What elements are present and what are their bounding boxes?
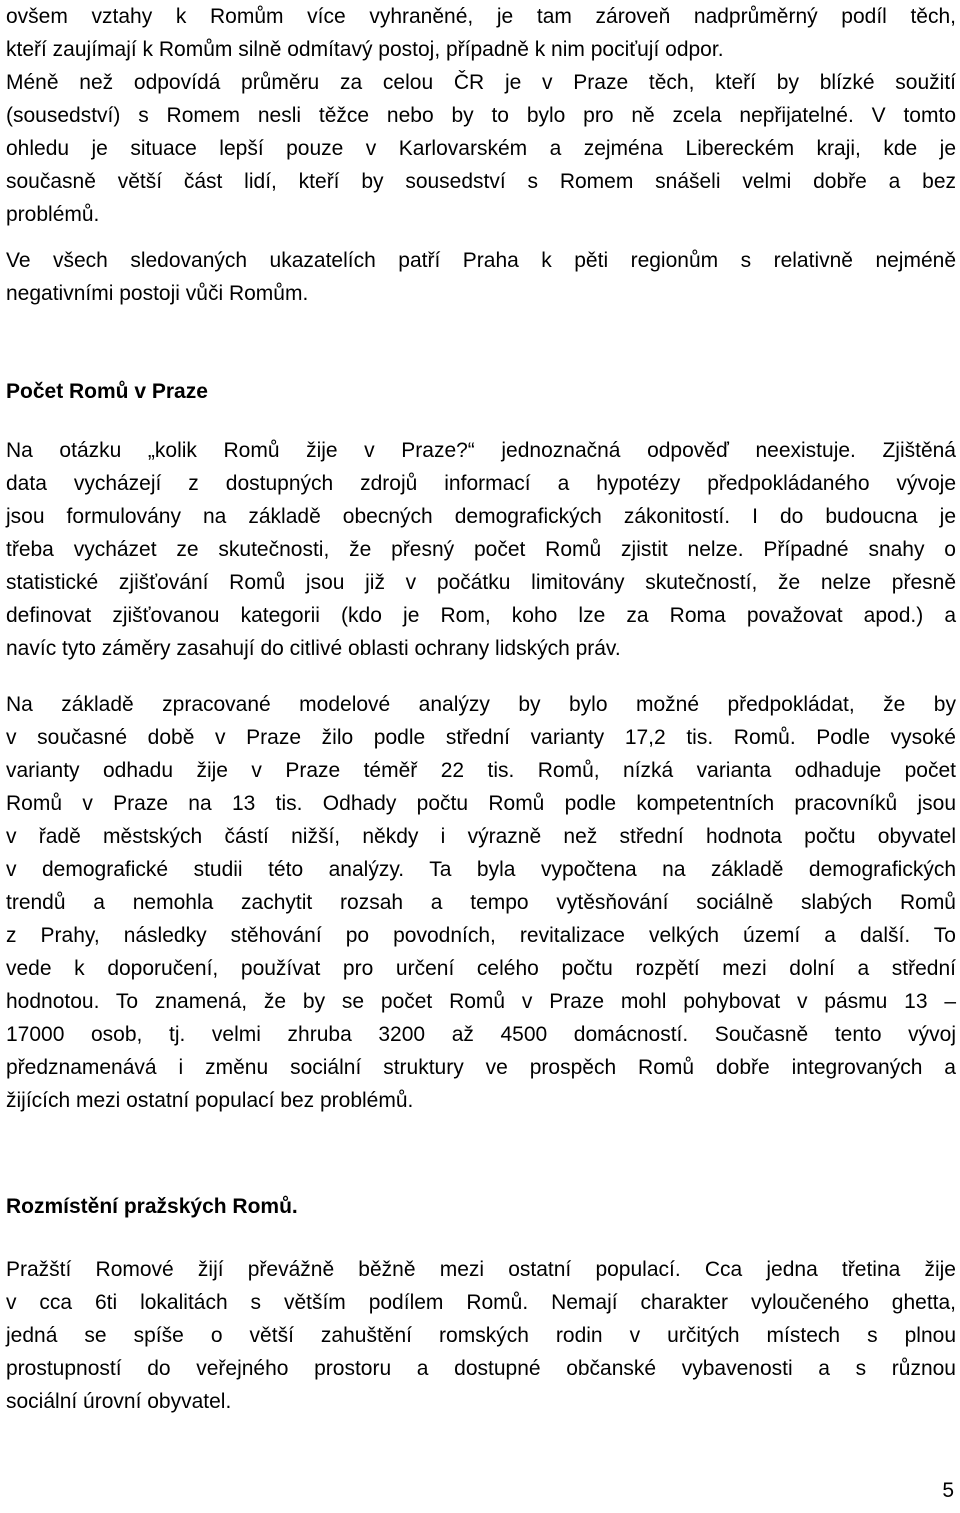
text-line: negativními postoji vůči Romům.	[6, 282, 309, 305]
text-line: 17000 osob, tj. velmi zhruba 3200 až 4500 domácností. Současně tento vývoj	[6, 1023, 956, 1046]
paragraph-3	[6, 434, 956, 665]
text-line: v cca 6ti lokalitách s větším podílem Romů. Nemají charakter vyloučeného ghetta,	[6, 1291, 956, 1314]
text-line: předznamenává i změnu sociální struktury ve prospěch Romů dobře integrovaných a	[6, 1056, 956, 1079]
text-line: Pražští Romové žijí převážně běžně mezi ostatní populací. Cca jedna třetina žije	[6, 1258, 956, 1281]
paragraph-4	[6, 688, 956, 1117]
text-line: navíc tyto záměry zasahují do citlivé oblasti ochrany lidských práv.	[6, 637, 621, 660]
text-line: jsou formulovány na základě obecných demografických zákonitostí. I do budoucna je	[6, 505, 956, 528]
text-line: sociální úrovní obyvatel.	[6, 1390, 232, 1413]
text-line: v demografické studii této analýzy. Ta byla vypočtena na základě demografických	[6, 858, 956, 881]
text-line: (sousedství) s Romem nesli těžce nebo by to bylo pro ně zcela nepřijatelné. V tomto	[6, 104, 956, 127]
text-line: třeba vycházet ze skutečnosti, že přesný počet Romů zjistit nelze. Případné snahy o	[6, 538, 956, 561]
text-line: data vycházejí z dostupných zdrojů informací a hypotézy předpokládaného vývoje	[6, 472, 956, 495]
text-line: v řadě městských částí nižší, někdy i výrazně než střední hodnota počtu obyvatel	[6, 825, 956, 848]
text-line: hodnotou. To znamená, že by se počet Romů v Praze mohl pohybovat v pásmu 13 –	[6, 990, 956, 1013]
text-line: žijících mezi ostatní populací bez problémů.	[6, 1089, 414, 1112]
text-line: v současné době v Praze žilo podle střední varianty 17,2 tis. Romů. Podle vysoké	[6, 726, 956, 749]
text-line: prostupností do veřejného prostoru a dostupné občanské vybavenosti a s různou	[6, 1357, 956, 1380]
paragraph-1	[6, 0, 956, 231]
section-heading: Počet Romů v Praze	[6, 380, 208, 403]
text-line: Romů v Praze na 13 tis. Odhady počtu Romů podle kompetentních pracovníků jsou	[6, 792, 956, 815]
text-line: kteří zaujímají k Romům silně odmítavý postoj, případně k nim pociťují odpor.	[6, 38, 724, 61]
text-line: Ve všech sledovaných ukazatelích patří Praha k pěti regionům s relativně nejméně	[6, 249, 956, 272]
page-number: 5	[942, 1479, 954, 1502]
text-line: ohledu je situace lepší pouze v Karlovarském a zejména Libereckém kraji, kde je	[6, 137, 956, 160]
text-line: Méně než odpovídá průměru za celou ČR je v Praze těch, kteří by blízké soužití	[6, 71, 956, 94]
text-line: trendů a nemohla zachytit rozsah a tempo vytěsňování sociálně slabých Romů	[6, 891, 956, 914]
text-line: definovat zjišťovanou kategorii (kdo je Rom, koho lze za Roma považovat apod.) a	[6, 604, 956, 627]
text-line: jedná se spíše o větší zahuštění romských rodin v určitých místech s plnou	[6, 1324, 956, 1347]
text-line: ovšem vztahy k Romům více vyhraněné, je tam zároveň nadprůměrný podíl těch,	[6, 5, 956, 28]
section-heading: Rozmístění pražských Romů.	[6, 1195, 298, 1218]
text-line: současně větší část lidí, kteří by sousedství s Romem snášeli velmi dobře a bez	[6, 170, 956, 193]
text-line: Na otázku „kolik Romů žije v Praze?“ jednoznačná odpověď neexistuje. Zjištěná	[6, 439, 956, 462]
text-line: varianty odhadu žije v Praze téměř 22 tis. Romů, nízká varianta odhaduje počet	[6, 759, 956, 782]
text-line: problémů.	[6, 203, 100, 226]
paragraph-5	[6, 1253, 956, 1418]
text-line: vede k doporučení, používat pro určení celého počtu rozpětí mezi dolní a střední	[6, 957, 956, 980]
text-line: statistické zjišťování Romů jsou již v počátku limitovány skutečností, že nelze přesně	[6, 571, 956, 594]
text-line: Na základě zpracované modelové analýzy by bylo možné předpokládat, že by	[6, 693, 956, 716]
text-line: z Prahy, následky stěhování po povodních, revitalizace velkých území a další. To	[6, 924, 956, 947]
paragraph-2	[6, 244, 956, 310]
